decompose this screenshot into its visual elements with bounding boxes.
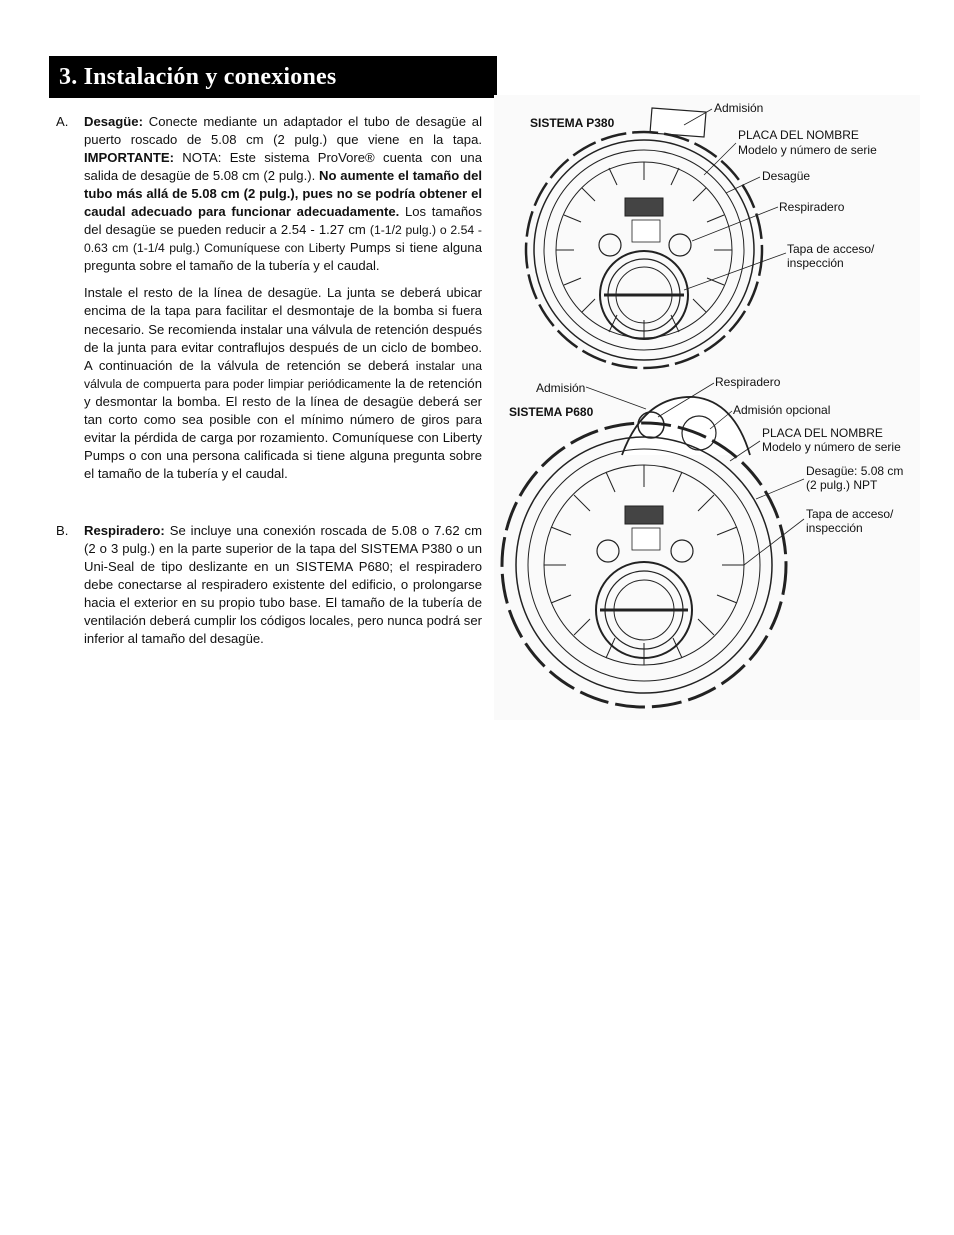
text-run: Se incluye una conexión roscada de 5.08 o 7.62 cm (2 o 3 pulg.) en la parte superior de la tapa del SISTEMA P380 o un Uni-Seal de tipo deslizante en un SISTEMA P680; el respiradero debe conectarse al respiradero existente del edificio, o prolongarse hacia el exterior en su propio tubo base. El tamaño de la tubería de ventilación deberá cumplir los códigos locales, pero nunca podrá ser inferior al tamaño del desagüe. [84,523,482,647]
text-run: Pumps si tiene alguna pregunta sobre el tamaño de la tubería y el caudal. [84,240,482,274]
p380-placa-label-line2: Modelo y número de serie [738,143,877,157]
warning-text: No aumente el tamaño del tubo más allá de 5.08 cm (2 pulg.), pues no se podría obtener el caudal adecuado para funcionar adecuadamente. [84,168,482,220]
desague-term: Desagüe: [84,114,143,129]
text-run: Instale el resto de la línea de desagüe. La junta se deberá ubicar encima de la tapa para facilitar el desmontaje de la bomba si fuera necesario. Se recomienda instalar una válvula de retención después de la junta para evitar contraflujos después de un ciclo de bombeo. A continuación de la válvula de retención se deberá [84,285,482,373]
section-b-paragraph [84,522,482,648]
respiradero-term: Respiradero: [84,523,165,538]
text-run: Conecte mediante un adaptador el tubo de desagüe al puerto roscado de 5.08 cm (2 pulg.) que viene en la tapa. [84,114,482,148]
p380-respiradero-label: Respiradero [779,200,845,214]
p380-desague-label: Desagüe [762,169,811,183]
p680-placa-label-line1: PLACA DEL NOMBRE [762,426,883,440]
section-a-paragraph-1 [84,113,482,275]
text-run-small: (1-1/2 pulg.) o 2.54 - 0.63 cm (1-1/4 pulg.) Comuníquese con Liberty [84,223,482,256]
p380-admision-label: Admisión [714,101,764,115]
p680-title: SISTEMA P680 [509,405,594,419]
p380-tapa-label-line1: Tapa de acceso/ [787,242,875,256]
section-a [56,113,486,483]
text-run: la de retención y desmontar la bomba. El resto de la línea de desagüe deberá ser tan corto como sea posible con el mínimo número de giros para evitar la pérdida de carga por rozamiento. Comuníquese con Liberty Pumps o con una persona calificada si tiene alguna pregunta sobre el tamaño de la tubería y el caudal. [84,375,482,481]
p680-desague-label-line2: (2 pulg.) NPT [806,478,878,492]
section-a-paragraph-2 [84,284,482,483]
p680-desague-label-line1: Desagüe: 5.08 cm [806,464,904,478]
section-b [56,522,486,648]
section-heading: 3. Instalación y conexiones [59,64,337,90]
section-b-letter: B. [56,523,69,538]
basin-cover-figure [494,95,920,720]
importante-term: IMPORTANTE: [84,150,174,166]
section-a-letter: A. [56,114,69,129]
text-run: Los tamaños del desagüe se pueden reducir a 2.54 - 1.27 cm [84,204,482,238]
p680-admision-opcional-label: Admisión opcional [733,403,831,417]
p680-respiradero-label: Respiradero [715,375,781,389]
text-run: NOTA: Este sistema ProVore® cuenta con una salida de desagüe de 5.08 cm (2 pulg.). [84,150,482,184]
p380-placa-label-line1: PLACA DEL NOMBRE [738,128,859,142]
p380-title: SISTEMA P380 [530,116,615,130]
p680-tapa-label-line2: inspección [806,521,863,535]
section-heading-bar [49,56,497,98]
p680-placa-label-line2: Modelo y número de serie [762,440,901,454]
p680-tapa-label-line1: Tapa de acceso/ [806,507,894,521]
p380-tapa-label-line2: inspección [787,256,844,270]
p680-admision-label: Admisión [536,381,586,395]
text-run-small: instalar una válvula de compuerta para poder limpiar periódicamente [84,358,482,391]
